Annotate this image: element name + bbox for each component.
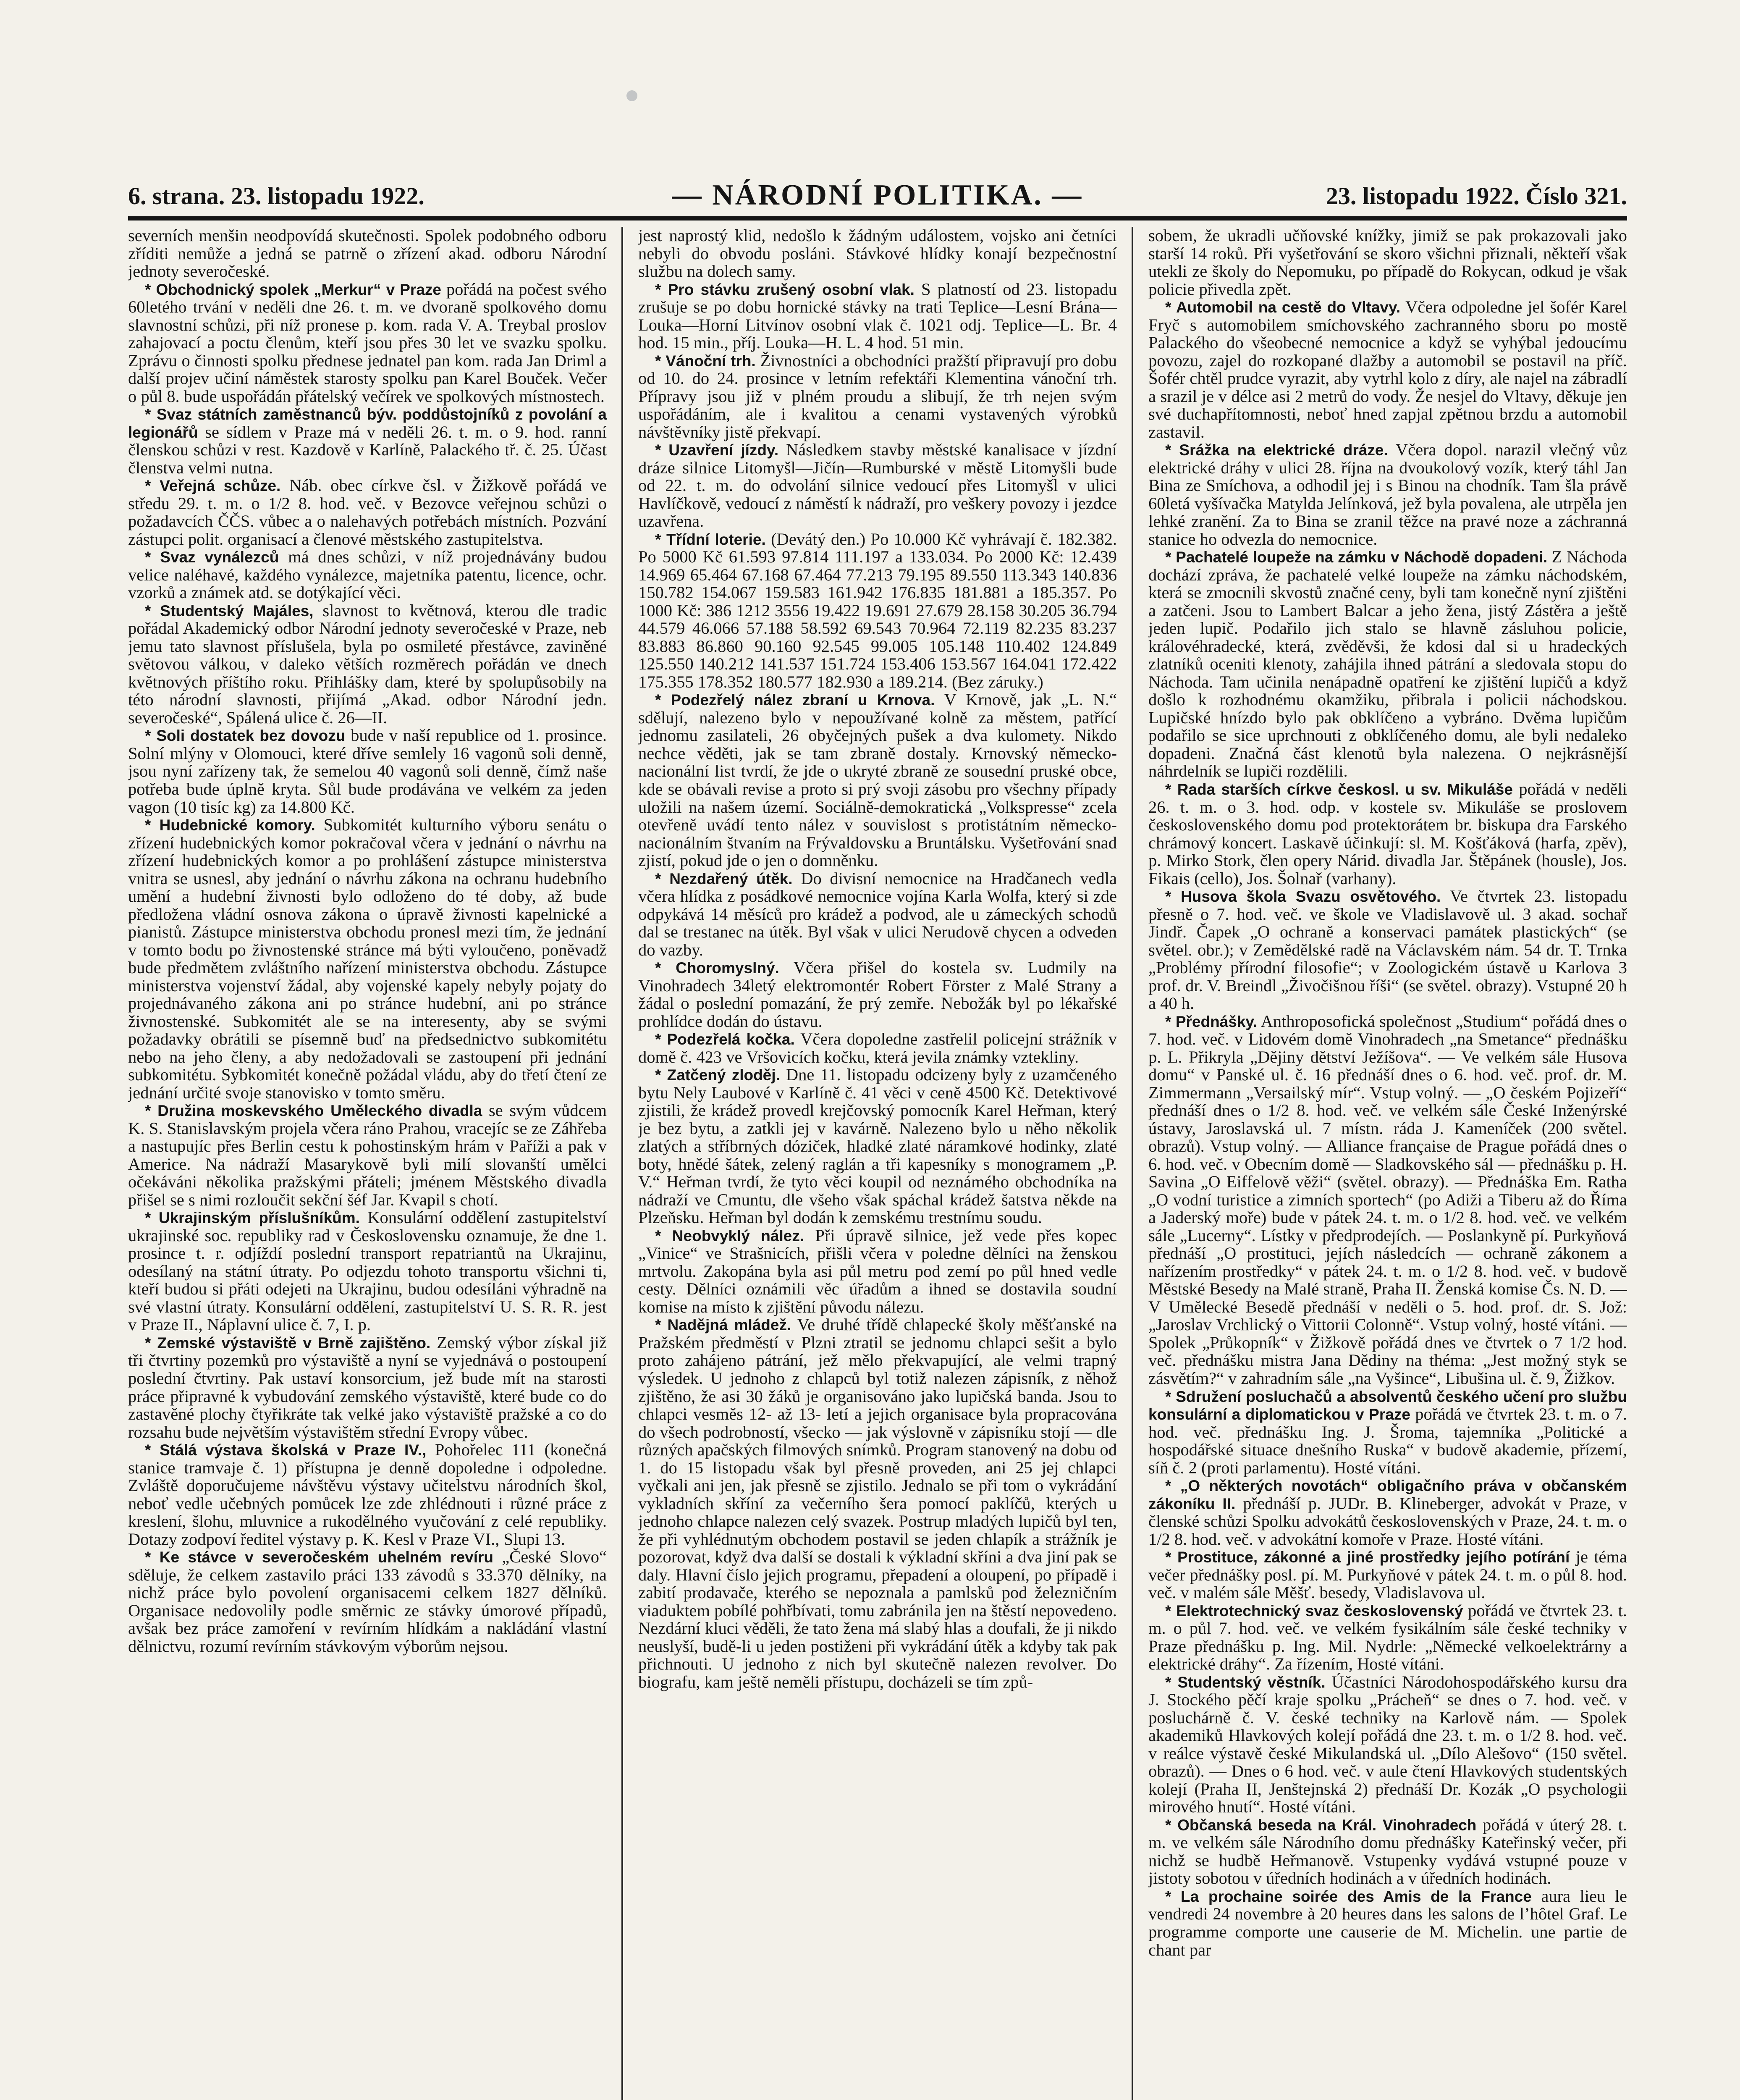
article-heading: * Automobil na cestě do Vltavy.: [1165, 299, 1401, 316]
article-text: Následkem stavby městské kanalisace v jízdní dráze silnice Litomyšl—Jičín—Rumburské v městě Litomyšli bude od 22. t. m. do odvolání silnice vedoucí přes Litomyšl v ulici Havlíčkově, vedoucí z náměstí k nádraží, pro veškery povozy i jezdce uzavřena.: [638, 440, 1117, 531]
article: [128, 1441, 607, 1548]
article: [638, 870, 1117, 959]
article: [1148, 1816, 1627, 1887]
article-heading: * Podezřelý nález zbraní u Krnova.: [655, 691, 935, 709]
article-heading: * Uzavření jízdy.: [655, 441, 779, 459]
article-text: Konsulární oddělení zastupitelství ukrajinské soc. republiky rad v Československu oznamuje, že dne 1. prosince t. r. odjíždí poslední transport repatriantů na Ukrajinu, odesílaný na státní útraty. Po odjezdu tohoto transportu všichni ti, kteří budou si přáti odejeti na Ukrajinu, budou odesíláni výhradně na své vlastní útraty. Konsulární oddělení, zastupitelství U. S. R. R. jest v Praze II., Náplavní ulice č. 7, I. p.: [128, 1208, 607, 1334]
article-heading: * Choromyslný.: [655, 959, 779, 977]
article-heading: * Svaz vynálezců: [145, 549, 279, 566]
article: [128, 727, 607, 816]
article: [1148, 1013, 1627, 1388]
article: [1148, 1602, 1627, 1673]
column-2: [638, 227, 1117, 2100]
article-heading: * Studentský věstník.: [1165, 1673, 1326, 1691]
article-heading: * Obchodnický spolek „Merkur“ v Praze: [145, 281, 441, 298]
article-text: přednáší p. JUDr. B. Klineberger, advokát v Praze, v členské schůzi Spolku advokátů československých v Praze, 24. t. m. o 1/2 8. hod. več. v advokátní komoře v Praze. Hosté vítáni.: [1148, 1494, 1627, 1549]
article: [638, 959, 1117, 1030]
article: [638, 1066, 1117, 1227]
article: [638, 530, 1117, 691]
article-text: slavnost to květnová, kterou dle tradic pořádal Akademický odbor Národní jednoty severočeské v Praze, neb jemu tato slavnost příslušela, byla po osmileté přestávce, zaviněné světovou válkou, v daleko větších rozměrech pořádán ve dnech květnových příštího roku. Přihlášky dam, které by spolupůsobily na této národní slavnosti, přijímá „Akad. odbor Národní jedn. severočeské“, Spálená ulice č. 26—II.: [128, 601, 607, 727]
article-heading: * Elektrotechnický svaz československý: [1165, 1602, 1463, 1620]
column-divider: [1132, 227, 1133, 2100]
article: [1148, 1477, 1627, 1548]
article-text: Včera dopoledne zastřelil policejní strážník v domě č. 423 ve Vršovicích kočku, která jevila známky vztekliny.: [638, 1029, 1117, 1066]
article: [1148, 780, 1627, 887]
article-text: se sídlem v Praze má v neděli 26. t. m. o 9. hod. ranní členskou schůzi v rest. Kazdově v Karlíně, Palackého tř. č. 25. Účast členstva velmi nutna.: [128, 422, 607, 477]
article-text: Subkomitét kulturního výboru senátu o zřízení hudebnických komor pokračoval včera v jednání o návrhu na zřízení hudebnických komor a po prohlášení zástupce ministerstva vnitra se usnesl, aby jednání o návrhu zákona na ochranu hudebního umění a hudební živnosti bylo odloženo do té doby, až bude předložena vládní osnova zákona o úpravě živnosti kapelnické a pianistů. Zástupce ministerstva obchodu pronesl mezi tím, že jednání v tomto bodu po živnostenské stránce má býti vyloučeno, poněvadž bude předmětem zvláštního nařízení ministerstva obchodu. Zástupce ministerstva vojenství žádal, aby vojenské kapely nebyly pojaty do projednávaného zákona ani po stránce hudební, ani po stránce živnostenské. Subkomitét ale se na interesenty, aby se svými požadavky obrátili se písemně buď na předsednictvo subkomitétu nebo na jeho členy, a aby nedožadovali se zastoupení při jednání subkomitétu. Sybkomitét konečně požádal vládu, aby do třetí čtení ze jednání určité svoje stanovisko v tomto směru.: [128, 815, 607, 1102]
article: [1148, 548, 1627, 780]
article-text: Do divisní nemocnice na Hradčanech vedla včera hlídka z posádkové nemocnice vojína Karla Wolfa, který si zde odpykává 14 měsíců pro krádež a podvod, ale u zámeckých schodů dal se trestanec na útěk. Byl však v ulici Nerudově chycen a odveden do vazby.: [638, 869, 1117, 959]
article: [638, 352, 1117, 441]
article-text: (Devátý den.) Po 10.000 Kč vyhrávají č. 182.382. Po 5000 Kč 61.593 97.814 111.197 a 133.034. Po 2000 Kč: 12.439 14.969 65.464 67.168 67.464 77.213 79.195 89.550 113.343 140.836 150.782 154.067 159.583 161.942 176.835 181.881 a 185.357. Po 1000 Kč: 386 1212 3556 19.422 19.691 27.679 28.158 30.205 36.794 44.579 46.066 57.188 58.592 69.543 70.964 72.119 82.235 83.237 83.883 86.860 90.160 92.545 99.005 105.148 110.402 124.849 125.550 140.212 141.537 151.724 153.406 153.567 164.041 172.422 175.355 178.352 180.577 182.930 a 189.214. (Bez záruky.): [638, 529, 1117, 691]
article-heading: * Soli dostatek bez dovozu: [145, 727, 346, 745]
article: [128, 281, 607, 406]
article-text: se svým vůdcem K. S. Stanislavským projela včera ráno Prahou, vracejíc se ze Záhřeba a nastupujíc přes Berlin cestu k pohostinským hrám v Paříži a pak v Americe. Na nádraží Masarykově byli milí slovanští umělci očekáváni několika pražskými přáteli; jménem Městského divadla přišel se s nimi rozloučit sekční šéf Jar. Kvapil s chotí.: [128, 1101, 607, 1209]
article-heading: * Zemské výstaviště v Brně zajištěno.: [145, 1334, 431, 1352]
article-text: bude v naší republice od 1. prosince. Solní mlýny v Olomouci, které dříve semlely 16 vagonů soli denně, jsou nyní zařízeny tak, že semelou 40 vagonů soli denně, čímž naše potřeba bude úplně kryta. Sůl bude prodávána ve velkém za jeden vagon (10 tisíc kg) za 14.800 Kč.: [128, 726, 607, 816]
article-heading: * La prochaine soirée des Amis de la France: [1165, 1887, 1532, 1905]
article: [638, 1227, 1117, 1316]
article-text: Dne 11. listopadu odcizeny byly z uzamčeného bytu Nely Laubové v Karlíně č. 41 věci v ceně 4500 Kč. Detektivové zjistili, že krádež provedl krejčovský pomocník Karel Heřman, který je bez bytu, a zatkli jej v kavárně. Nalezeno bylo u něho několik zlatých a stříbrných dóziček, hladké zlaté náramkové hodinky, zlaté boty, hnědé šátek, zelený raglán a tři kapesníky s monogramem „P. V.“ Heřman tvrdí, že tyto věci koupil od neznámého obchodníka na nádraží ve Cmuntu, dle všeho však spáchal krádež šatstva někde na Plzeňsku. Heřman byl dodán k zemskému trestnímu soudu.: [638, 1065, 1117, 1227]
article: [638, 1030, 1117, 1066]
article-text: Pohořelec 111 (konečná stanice tramvaje č. 1) přístupna je denně dopoledne i odpoledne. Zvláště doporučujeme návštěvu výstavy učitelstvu národních škol, neboť vedle učebných pomůcek lze zde zhlédnouti i různé práce z kreslení, šlohu, mluvnice a rukodělného vyučování z celé republiky. Dotazy zodpoví ředitel výstavy p. K. Kesl v Praze VI., Slupi 13.: [128, 1440, 607, 1549]
article: [128, 477, 607, 548]
page-header: [128, 178, 1627, 220]
article-heading: * Svaz státních zaměstnanců býv. poddůstojníků z povolání a legionářů: [128, 406, 607, 441]
article: [128, 1102, 607, 1209]
article: [1148, 1548, 1627, 1602]
issue-date-number: 23. listopadu 1922. Číslo 321.: [1326, 182, 1627, 210]
article-heading: * Nadějná mládež.: [655, 1316, 791, 1334]
article-heading: * Ke stávce v severočeském uhelném revíru: [145, 1549, 494, 1566]
article: [1148, 1673, 1627, 1816]
article: [1148, 441, 1627, 548]
article-heading: * Neobvyklý nález.: [655, 1227, 804, 1244]
article-text: Účastníci Národohospodářského kursu dra J. Stockého pěčí kraje spolku „Prácheň“ se dnes o 7. hod. več. v posluchárně č. V. české techniky na Karlově nám. — Spolek akademiků Hlavkových kolejí pořádá dne 23. t. m. o 1/2 8. hod. več. v reálce výstavě české Mikulandská ul. „Dílo Alešovo“ (150 světel. obrazů). — Dnes o 6 hod. več. v aule čtení Hlavkových studentských kolejí (Praha II, Jenštejnská 2) přednáší Dr. Kozák „O psychologii mirového hnutí“. Hosté vítáni.: [1148, 1672, 1627, 1816]
article-text: pořádá ve čtvrtek 23. t. m. o půl 7. hod. več. ve velkém fysikálním sále české techniky v Praze přednášku p. Ing. Mil. Nydrle: „Německé velkoelektrárny a elektrické dráhy“. Za řízením, Hosté vítáni.: [1148, 1601, 1627, 1674]
article-text: Ve druhé třídě chlapecké školy měšťanské na Pražském předměstí v Plzni ztratil se jednomu chlapci sešit a bylo proto zahájeno pátrání, jež mělo překvapující, ale velmi trapný výsledek. U jednoho z chlapců byl totiž nalezen zápisník, z něhož zjištěno, že asi 30 žáků je organisováno jako lupičská banda. Jsou to chlapci vesměs 12- až 13- letí a jejich organisace byla propracována do všech podrobností, všecko — jak výslovně v zápisníku stojí — dle různých apačských filmových snímků. Program stanovený na dobu od 1. do 15 listopadu však byl přesně proveden, ani 25 jej chlapci vyčkali ani jen, jak přesně se zjistilo. Jednalo se při tom o vykrádání vykladních skříní za večerního šera pomocí paklíčů, kterých u jednoho chlapce nalezen celý svazek. Postrup mladých lupičů byl ten, že při vyhlédnutým obchodem postavil se jeden chlapík a strážník je pozorovat, když dva další se dostali k výkladní skříni a dva jiní pak se daly. Hlavní číslo jejich programu, přepadení a oloupení, po případě i zabití prodavače, kterého se nepoznala a pamlsků pod železničním viaduktem pobílé pohřbívati, tomu zabránila jen na štěstí nepovedeno. Nezdární kluci věděli, že tato žena má slabý hlas a doufali, že ji nikdo neuslyší, budě-li u jeden postiženi při vykrádání útěk a kdyby tak pak přichnouti. U jednoho z nich byl skutečně nalezen revolver. Do biografu, kam ještě neměli přístupu, docházeli se tím způ-: [638, 1315, 1117, 1691]
article-text: Anthroposofická společnost „Studium“ pořádá dnes o 7. hod. več. v Lidovém domě Vinohradech „na Smetance“ přednášku p. L. Přikryla „Dějiny dětství Ježíšova“. — Ve velkém sále Husova domu“ v Panské ul. č. 16 přednáší dnes o 6. hod. več. prof. dr. M. Zimmermann „Versailský mír“. Vstup volný. — „O českém Pojizeří“ přednáší dnes o 1/2 8. hod. več. ve velkém sále České Inženýrské ústavy, Jaroslavská ul. 7 místn. ráda J. Kameníček (200 světel. obrazů). Vstup volný. — Alliance française de Prague pořádá dnes o 6. hod. več. v Obecním domě — Sladkovského sál — přednášku p. H. Savina „O Eiffelově věži“ (světel. obrazy). — Přednáška Em. Ratha „O vodní turistice a zimních sportech“ (po Adiži a Tiberu až do Říma a Jaderský moře) bude v pátek 24. t. m. o 1/2 8. hod. več. ve velkém sále „Lucerny“. Lístky v předprodejích. — Poslankyně pí. Purkyňová přednáší „O prostituci, jejích následcích — ochraně zákonem a nařízením prostředky“ v pátek 24. t. m. o 1/2 8. hod. več. v budově Městské Besedy na Malé straně, Praha II. Ženská komise Čs. N. D. — V Umělecké Besedě přednáší v neděli o 5. hod. prof. dr. S. Jož: „Jaroslav Vrchlický o Vittorii Colonně“. Vstup volný, hosté vítáni. — Spolek „Průkopník“ v Žižkově pořádá dnes ve čtvrtek o 7 1/2 hod. več. přednášku mistra Jana Dědiny na théma: „Jest možný styk se zásvětím?“ v zahradním sále „na Vyšince“, Libušina ul. č. 9, Žižkov.: [1148, 1011, 1627, 1388]
article-heading: * Podezřelá kočka.: [655, 1031, 795, 1048]
article-heading: * Pro stávku zrušený osobní vlak.: [655, 281, 915, 298]
article: [638, 1316, 1117, 1691]
article-text: pořádá na počest svého 60letého trvání v neděli dne 26. t. m. ve dvoraně spolkového domu slavnostní schůzi, při níž pronese p. kom. rada V. A. Treybal proslov zahajovací a poctu členům, kteří jsou přes 30 let ve svazku spolku. Zprávu o činnosti spolku přednese jednatel pan kom. rada Jan Driml a další projev učiní náměstek starosty spolku pan Karel Bouček. Večer o půl 8. bude uspořádán přátelský večírek ve spolkových místnostech.: [128, 279, 607, 406]
article-heading: * Hudebnické komory.: [145, 816, 315, 834]
article-heading: * Srážka na elektrické dráze.: [1165, 441, 1388, 459]
newspaper-page: [128, 178, 1627, 2100]
article-text: Včera přišel do kostela sv. Ludmily na Vinohradech 34letý elektromontér Robert Förster z Malé Strany a žádal o poslední pomazání, že prý zemře. Nebožák byl po lékařské prohlídce dodán do ústavu.: [638, 958, 1117, 1031]
article-heading: * Studentský Majáles,: [145, 602, 314, 620]
article-heading: * Prostituce, zákonné a jiné prostředky jejího potírání: [1165, 1549, 1570, 1566]
article: [638, 441, 1117, 530]
article: [128, 1548, 607, 1655]
article-heading: * Ukrajinským příslušníkům.: [145, 1209, 360, 1227]
article-text: pořádá v úterý 28. t. m. ve velkém sále Národního domu přednášky Kateřinský večer, při nichž se hudbě Heřmanově. Vstupenky vydává vstupné pouze v jistoty sobotou v úředních hodinách a v úředních hodinách.: [1148, 1815, 1627, 1888]
article-text: Živnostníci a obchodníci pražští připravují pro dobu od 10. do 24. prosince v letním refektáři Klementina vánoční trh. Přípravy jsou již v plném proudu a slibují, že trh nejen svým uspořádáním, ale i kvalitou a cenami vystavených výrobků návštěvníky jistě překvapí.: [638, 351, 1117, 441]
article-text: Včera odpoledne jel šofér Karel Fryč s automobilem smíchovského zachranného sboru po mostě Palackého do všeobecné nemocnice a když se vyhýbal jedoucímu povozu, zajel do rozkopané dlažby a automobil se postavil na příč. Šofér chtěl prudce vyrazit, aby vytrhl kolo z díry, ale najel na zábradlí a srazil je v délce asi 2 metrů do vody. Že nesjel do Vltavy, děkuje jen své duchapřítomnosti, neboť hned zapjal zpětnou brzdu a automobil zastavil.: [1148, 297, 1627, 441]
article-heading: * Občanská beseda na Král. Vinohradech: [1165, 1816, 1477, 1834]
article-text: S platností od 23. listopadu zrušuje se po dobu hornické stávky na trati Teplice—Lesní Brána—Louka—Horní Litvínov osobní vlak č. 1021 odj. Teplice—L. Br. 4 hod. 15 min., příj. Louka—H. L. 4 hod. 51 min.: [638, 279, 1117, 352]
article: [128, 602, 607, 727]
article-text: Z Náchoda dochází zpráva, že pachatelé velké loupeže na zámku náchodském, která se zmocnili skvostů značné ceny, byli tam konečně nyní zjištěni a zatčeni. Jsou to Lambert Balcar a jeho žena, jistý Zástěra a ještě jeden lupič. Podařilo jich stalo se hlavně zásluhou policie, královéhradecké, která, zvěděvši, že kdosi dal si u hradeckých zlatníků oceniti klenoty, zahájila ihned pátrání a sledovala stopu do Náchoda. Tam učinila nenápadně opatření ke zjištění lupičů a když došlo k rozhodnému okamžiku, přibrala i policii náchodskou. Lupičské hnízdo bylo pak obklíčeno a vybráno. Dvěma lupičům podařilo se sice uprchnouti z obklíčeného domu, ale byli nedaleko dopadeni. Značná část klenotů byla nalezena. O nejkrásnější náhrdelník se lupiči rozdělili.: [1148, 547, 1627, 781]
article-text: Náb. obec církve čsl. v Žižkově pořádá ve středu 29. t. m. o 1/2 8. hod. več. v Bezovce veřejnou schůzi o požadavcích ČČS. vůbec a o nalehavých potřebách místních. Pozvání zástupci polit. organisací a členové městského zastupitelstva.: [128, 476, 607, 549]
article: [128, 548, 607, 602]
article-heading: * Nezdařený útěk.: [655, 870, 793, 887]
column-divider: [621, 227, 623, 2100]
article-text: V Krnově, jak „L. N.“ sdělují, nalezeno bylo v nepoužívané kolně za městem, patřící jednomu zasilateli, 26 obyčejných pušek a dva kulomety. Nikdo nechce věděti, jak se tam zbraně dostaly. Krnovský německo-nacionální list tvrdí, že jde o ukryté zbraně ze sousední pruské obce, kde se obávali revise a proto si prý svoji zásobu pro všechny případy uložili na našem území. Sociálně-demokratická „Volkspresse“ zcela otevřeně uvádí tento nález v souvislost s protistátním německo-nacionálním štvaním na Frývaldovsku a Bruntálsku. Vyšetřování snad zjistí, pokud jde o jen o domněnku.: [638, 690, 1117, 870]
article-text: „České Slovo“ sděluje, že celkem zastavilo práci 133 závodů s 33.370 dělníky, na nichž práce bylo povolení organisacemi celkem 1827 dělníků. Organisace nedovolily podle směrnic ze stávky úmorové případů, avšak bez práce zamoření v revírním hlídkám a nakládání vlastní dělnictvu, rozumí revírním stávkovým výborům nejsou.: [128, 1547, 607, 1656]
article-text: Při úpravě silnice, jež vede přes kopec „Vinice“ ve Strašnicích, přišli včera v poledne dělníci na ženskou mrtvolu. Zakopána byla asi půl metru pod zemí po půl hned vedle cesty. Dělníci oznámili věc úřadům a ihned se dostavila soudní komise na místo k zjištění původu nálezu.: [638, 1226, 1117, 1316]
article: [1148, 1887, 1627, 1959]
article-text: Zemský výbor získal již tři čtvrtiny pozemků pro výstaviště a nyní se vyjednává o postoupení poslední čtvrtiny. Pak ustaví konsorcium, jež bude mít na starosti práce připravné k vybudování zemského výstaviště, které bude co do zastavěné plochy čtyřikráte tak velké jako výstaviště pražské a co do rozsahu bude největším výstavištěm střední Evropy vůbec.: [128, 1333, 607, 1441]
article-paragraph: severních menšin neodpovídá skutečnosti. Spolek podobného odboru zříditi nemůže a jedná se patrně o zřízení akad. odboru Národní jednoty severočeské.: [128, 227, 607, 281]
page-number-date: 6. strana. 23. listopadu 1922.: [128, 182, 425, 210]
article: [638, 691, 1117, 869]
article: [128, 405, 607, 477]
article: [128, 816, 607, 1102]
article-text: Ve čtvrtek 23. listopadu přesně o 7. hod. več. ve škole ve Vladislavově ul. 3 akad. sochař Jindř. Čapek „O ochraně a konservaci památek plastických“ (se světel. obr.); v Zemědělské radě na Václavském nám. 54 dr. T. Trnka „Problémy přírodní filosofie“; v Zoologickém ústavě u Karlova 3 prof. dr. V. Breindl „Živočišnou říši“ (se světel. obrazy). Vstupné 20 h a 40 h.: [1148, 887, 1627, 1013]
article-text: je téma večer přednášky posl. pí. M. Purkyňové v pátek 24. t. m. o půl 8. hod. več. v malém sále Měšť. besedy, Vladislavova ul.: [1148, 1547, 1627, 1602]
article-text: pořádá ve čtvrtek 23. t. m. o 7. hod. več. přednášku Ing. J. Šroma, tajemníka „Politické a hospodářské situace dnešního Ruska“ v budově akademie, přízemí, síň č. 2 (proti parlamentu). Hosté vítáni.: [1148, 1404, 1627, 1477]
article-heading: * Husova škola Svazu osvětového.: [1165, 888, 1441, 906]
article-heading: * Přednášky.: [1165, 1013, 1258, 1030]
article-text: aura lieu le vendredi 24 novembre à 20 heures dans les salons de l’hôtel Graf. Le programme comporte une causerie de M. Michelin. une partie de chant par: [1148, 1886, 1627, 1959]
article: [1148, 887, 1627, 1013]
article: [638, 281, 1117, 352]
article: [128, 1334, 607, 1441]
article-paragraph: jest naprostý klid, nedošlo k žádným událostem, vojsko ani četníci nebyli do obvodu posláni. Stávkové hlídky konají bezpečnostní službu na dolech samy.: [638, 227, 1117, 281]
article-heading: * Vánoční trh.: [655, 352, 756, 370]
article-text: Včera dopol. narazil vlečný vůz elektrické dráhy v ulici 28. října na dvoukolový vozík, který táhl Jan Bina ze Smíchova, a odhodil jej i s Binou na chodník. Tam šla právě 60letá vyšívačka Matylda Jelínková, jež byla povalena, ale utrpěla jen lehké zranění. Za to Bina se zranil těžce na pravé noze a záchranná stanice ho odvezla do nemocnice.: [1148, 440, 1627, 549]
article-heading: * Pachatelé loupeže na zámku v Náchodě dopadeni.: [1165, 549, 1548, 566]
article-heading: * Sdružení posluchačů a absolventů českého učení pro službu konsulární a diplomatickou v Praze: [1148, 1388, 1627, 1423]
article-heading: * „O některých novotách“ obligačního práva v občanském zákoníku II.: [1148, 1477, 1627, 1512]
article-text: má dnes schůzi, v níž projednávány budou velice naléhavé, každého vynálezce, majetníka patentu, licence, ochr. vzorků a známek atd. se dotýkající věci.: [128, 547, 607, 602]
column-1: [128, 227, 607, 2100]
article-heading: * Rada starších církve českosl. u sv. Mikuláše: [1165, 780, 1513, 798]
paper-blemish: [626, 90, 637, 101]
article: [1148, 1388, 1627, 1477]
article-heading: * Veřejná schůze.: [145, 477, 281, 495]
article-heading: * Třídní loterie.: [655, 530, 766, 548]
column-3: [1148, 227, 1627, 2100]
article-heading: * Zatčený zloděj.: [655, 1066, 780, 1084]
article: [1148, 298, 1627, 441]
article-heading: * Družina moskevského Uměleckého divadla: [145, 1102, 482, 1120]
article-text: pořádá v neděli 26. t. m. o 3. hod. odp. v kostele sv. Mikuláše se proslovem československého domu pod protektorátem br. biskupa dra Farského chrámový koncert. Laskavě účinkují: sl. M. Košťáková (harfa, zpěv), p. Mirko Stork, člen opery Nárid. divadla Jar. Štěpánek (housle), Jos. Fikais (cello), Jos. Šolnař (varhany).: [1148, 779, 1627, 888]
article-heading: * Stálá výstava školská v Praze IV.,: [145, 1441, 427, 1459]
page-body: [128, 227, 1627, 2100]
article: [128, 1209, 607, 1334]
masthead-title: — NÁRODNÍ POLITIKA. —: [672, 179, 1083, 211]
article-paragraph: sobem, že ukradli učňovské knížky, jimiž se pak prokazovali jako starší 14 roků. Při vyšetřování se skoro všichni přiznali, někteří však utekli ze školy do Nepomuku, po případě do Rokycan, odkud je však policie přivedla zpět.: [1148, 227, 1627, 299]
